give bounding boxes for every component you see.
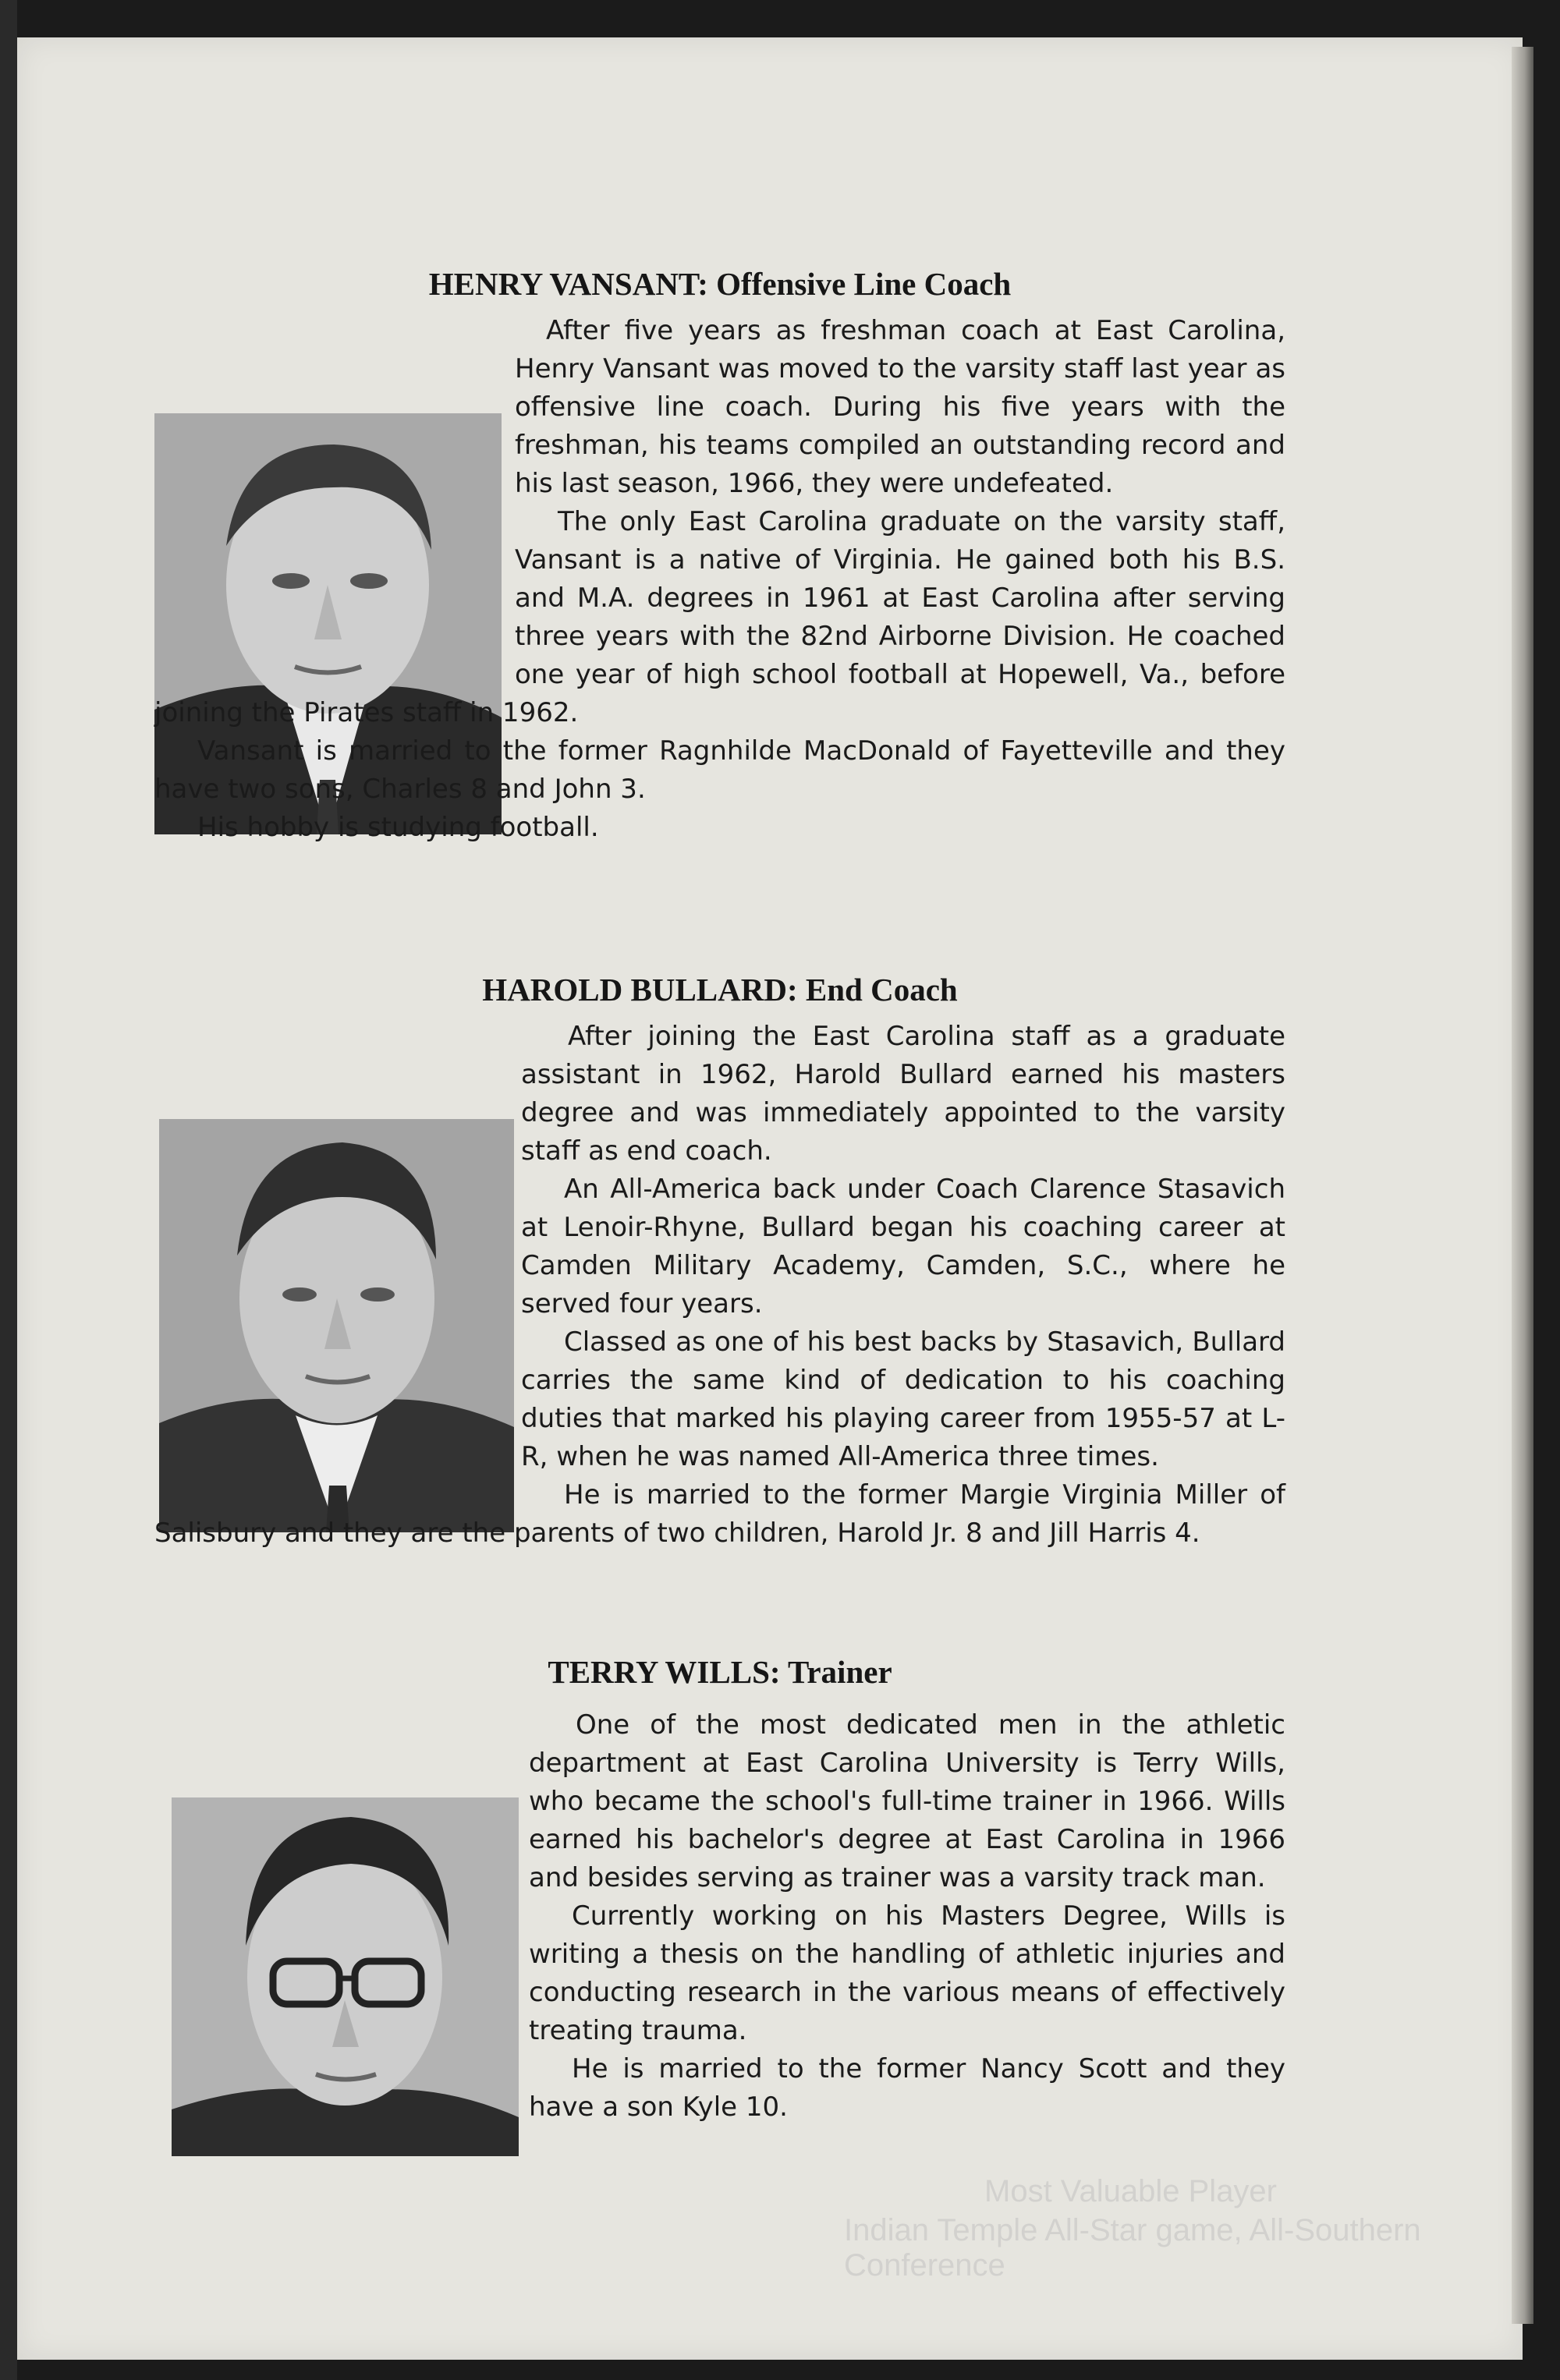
bio-paragraph: After five years as freshman coach at East Carolina, Henry Vansant was moved to the varsity staff last year as offensive line coach. During his five years with the freshman, his teams compiled an outstanding record and his last season, 1966, they were undefeated. The only East Carolina graduate on the varsity staff, Vansant is a native of Virginia. He gained both his B.S. and M.A. degrees in 1961 at East Carolina after serving three years with the 82nd Airborne Division. He coached one year of high school football at Hopewell, Va., before joining the Pirates staff in 1962. Vansant is married to the former Ragnhilde MacDonald of Fayetteville and they have two sons, Charles 8 and John 3. His hobby is studying football.	[154, 315, 1285, 843]
bleed-through-text: Most Valuable Player	[984, 2174, 1277, 2208]
bio-paragraph: One of the most dedicated men in the athletic department at East Carolina University is Terry Wills, who became the school's full-time trainer in 1966. Wills earned his bachelor's degree at East Carolina in 1966 and besides serving as trainer was a varsity track man. Currently working on his Masters Degree, Wills is writing a thesis on the handling of athletic injuries and conducting research in the various means of effectively treating trauma. He is married to the former Nancy Scott and they have a son Kyle 10.	[529, 1709, 1285, 2123]
section-heading	[154, 1653, 1285, 1691]
profile-henry-vansant	[154, 257, 1285, 944]
section-heading	[154, 265, 1285, 303]
bleed-through-text: Indian Temple All-Star game, All-Southern Conference	[844, 2213, 1421, 2283]
heading-role: Offensive Line Coach	[716, 266, 1012, 302]
heading-role: Trainer	[788, 1654, 892, 1690]
page-stack-edge	[1512, 47, 1533, 2324]
heading-name: HAROLD BULLARD:	[482, 972, 798, 1008]
bio-paragraph: After joining the East Carolina staff as a graduate assistant in 1962, Harold Bullard earned his masters degree and was immediately appointed to the varsity staff as end coach. An All-America back under Coach Clarence Stasavich at Lenoir-Rhyne, Bullard began his coaching career at Camden Military Academy, Camden, S.C., where he served four years. Classed as one of his best backs by Stasavich, Bullard carries the same kind of dedication to his coaching duties that marked his playing career from 1955-57 at L-R, when he was named All-America three times. He is married to the former Margie Virginia Miller of Salisbury and they are the parents of two children, Harold Jr. 8 and Jill Harris 4.	[154, 1021, 1285, 1549]
heading-name: TERRY WILLS:	[548, 1654, 781, 1690]
heading-name: HENRY VANSANT:	[428, 266, 708, 302]
section-heading	[154, 971, 1285, 1008]
heading-role: End Coach	[805, 972, 958, 1008]
profile-harold-bullard	[154, 971, 1285, 1642]
profile-terry-wills	[154, 1653, 1285, 2199]
scanner-background-strip	[0, 0, 17, 2380]
